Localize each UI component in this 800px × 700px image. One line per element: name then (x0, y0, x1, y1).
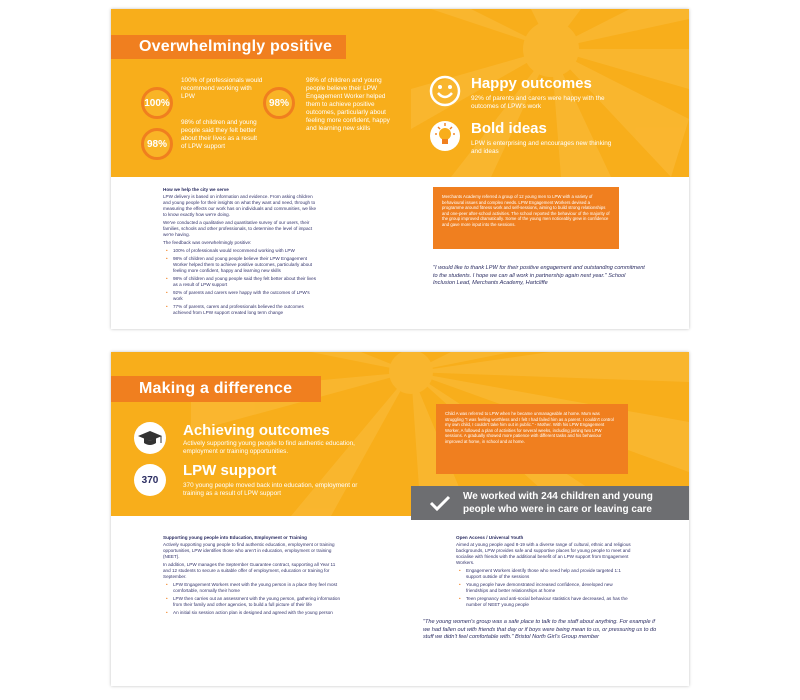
body-left-column (163, 535, 341, 618)
achieving-outcomes-title: Achieving outcomes (183, 422, 330, 439)
case-study-box: Merchants Academy referred a group of 12 young men to LPW with a variety of behavioural issues and complex needs. LPW Engagement Workers devised a programme around fitness work and self-sessions, aiming to build strong relationships and one-peer after-school activities. The school reported the behaviour of the majority of the group improved dramatically. Some of the young men noticeably grew in confidence and gave more input into the sessions. (433, 187, 619, 249)
stat-370-circle: 370 (134, 464, 166, 496)
spread-making-a-difference (111, 352, 689, 686)
banner-text: We worked with 244 children and young people who were in care or leaving care (463, 491, 653, 515)
happy-outcomes-text: 92% of parents and carers were happy with the outcomes of LPW's work (471, 95, 605, 110)
body-paragraph: We've conducted a qualitative and quantitative survey of our users, their families, schools and other professionals, to determine the level of impact we're having. (163, 220, 313, 237)
bold-ideas-title: Bold ideas (471, 120, 547, 137)
stat-100-circle: 100% (141, 87, 173, 119)
body-paragraph: Aimed at young people aged 8-19 with a diverse range of cultural, ethnic and religious backgrounds, LPW provides safe and supportive places for young people to meet and socialise with friends with the additional benefit of an LPW support from Engagement Workers. (456, 542, 631, 565)
list-item: • Teen pregnancy and anti-social behaviour statistics have decreased, as has the number of NEET young people (456, 596, 636, 608)
body-left-column (163, 187, 319, 318)
stat-98-text: 98% of children and young people said they felt better about their lives as a result of LPW support (181, 119, 258, 150)
bold-ideas-text: LPW is enterprising and encourages new thinking and ideas (471, 140, 612, 155)
list-item: • 92% of parents and carers were happy with the outcomes of LPW's work (163, 290, 319, 302)
care-leavers-banner (411, 486, 689, 520)
list-item: • LPW then carries out an assessment with the young person, gathering information from their family and other agencies, to build a full picture of their life (163, 596, 341, 608)
lpw-support-text: 370 young people moved back into education, employment or training as a result of LPW support (183, 482, 358, 497)
yellow-band (111, 9, 689, 177)
body-paragraph: The feedback was overwhelmingly positive: (163, 240, 252, 245)
graduation-cap-icon (134, 422, 166, 454)
case-study-box: Child A was referred to LPW when he became unmanageable at home. Mum was struggling "I was feeling worthless and I felt I had failed him as a parent. I couldn't control my own child, I couldn't take him out in public." - Mother. With his LPW Engagement Worker, A followed a plan of activities for several weeks, including joining two LPW sessions. A gradually showed more patience with different tasks and his behaviour improved at home, in school and at home. (436, 404, 628, 474)
list-item: • 98% of children and young people believe their LPW Engagement Worker helped them to achieve positive outcomes, particularly about feeling more confident, happy and learning new skills (163, 256, 319, 274)
list-item: • 100% of professionals would recommend working with LPW (163, 248, 319, 254)
list-item: • LPW Engagement Workers meet with the young person in a place they feel most comfortable, normally their home (163, 582, 341, 594)
list-item: • An initial six session action plan is designed and agreed with the young person (163, 610, 341, 616)
page-title: Overwhelmingly positive (111, 35, 346, 59)
list-item: • 77% of parents, carers and professionals believed the outcomes achieved from LPW support created long term change (163, 304, 319, 316)
body-right-column (456, 535, 636, 610)
body-heading: Open Access / Universal Youth (456, 535, 524, 540)
lpw-support-title: LPW support (183, 462, 277, 479)
list-item: • Engagement Workers identify those who need help and provide targeted 1:1 support outside of the sessions (456, 568, 636, 580)
list-item: • 98% of children and young people said they felt better about their lives as a result of LPW support (163, 276, 319, 288)
page-title: Making a difference (111, 376, 321, 402)
spread-overwhelmingly-positive (111, 9, 689, 329)
quote-text: "The young women's group was a safe place to talk to the staff about anything. For example if we had fallen out with friends that day or if boys were being mean to us, or pressuring us to do stuff we didn't feel comfortable with." Bristol North Girl's Group member (423, 619, 657, 641)
stat-98-circle: 98% (141, 128, 173, 160)
body-heading: Supporting young people into Education, Employment or Training (163, 535, 307, 540)
happy-outcomes-title: Happy outcomes (471, 75, 592, 92)
achieving-outcomes-text: Actively supporting young people to find authentic education, employment or training opportunities. (183, 440, 355, 455)
steps-list (163, 582, 341, 616)
stat-98b-circle: 98% (263, 87, 295, 119)
body-heading: How we help the city we serve (163, 187, 229, 192)
body-paragraph: Actively supporting young people to find authentic education, employment or training opportunities, LPW identifies those who aren't in education, employment or training (NEET). (163, 542, 335, 559)
smiley-icon (429, 75, 461, 107)
body-paragraph: In addition, LPW manages the September Guarantee contract, supporting all Year 11 and 12 students to secure a suitable offer of employment, education or training for September. (163, 562, 336, 579)
stat-100-text: 100% of professionals would recommend working with LPW (181, 77, 263, 100)
quote-text: "I would like to thank LPW for their positive engagement and outstanding commitment to the students. I hope we can all work in partnership again next year." School Inclusion Lead, Merchants Academy, Hartcliffe (433, 265, 645, 287)
lightbulb-icon (429, 120, 461, 152)
stat-98b-text: 98% of children and young people believe their LPW Engagement Worker helped them to achieve positive outcomes, particularly about feeling more confident, happy and learning new skills (306, 77, 390, 132)
body-paragraph: LPW delivery is based on information and evidence. From asking children and young people for their insights on what they want and need, through to measuring the effects our work has on individuals and communities, we like to know exactly how we're doing. (163, 194, 317, 217)
checkmark-icon (429, 495, 451, 511)
list-item: • Young people have demonstrated increased confidence, developed new friendships and better relationships at home (456, 582, 636, 594)
feedback-list (163, 248, 319, 316)
outcomes-list (456, 568, 636, 608)
